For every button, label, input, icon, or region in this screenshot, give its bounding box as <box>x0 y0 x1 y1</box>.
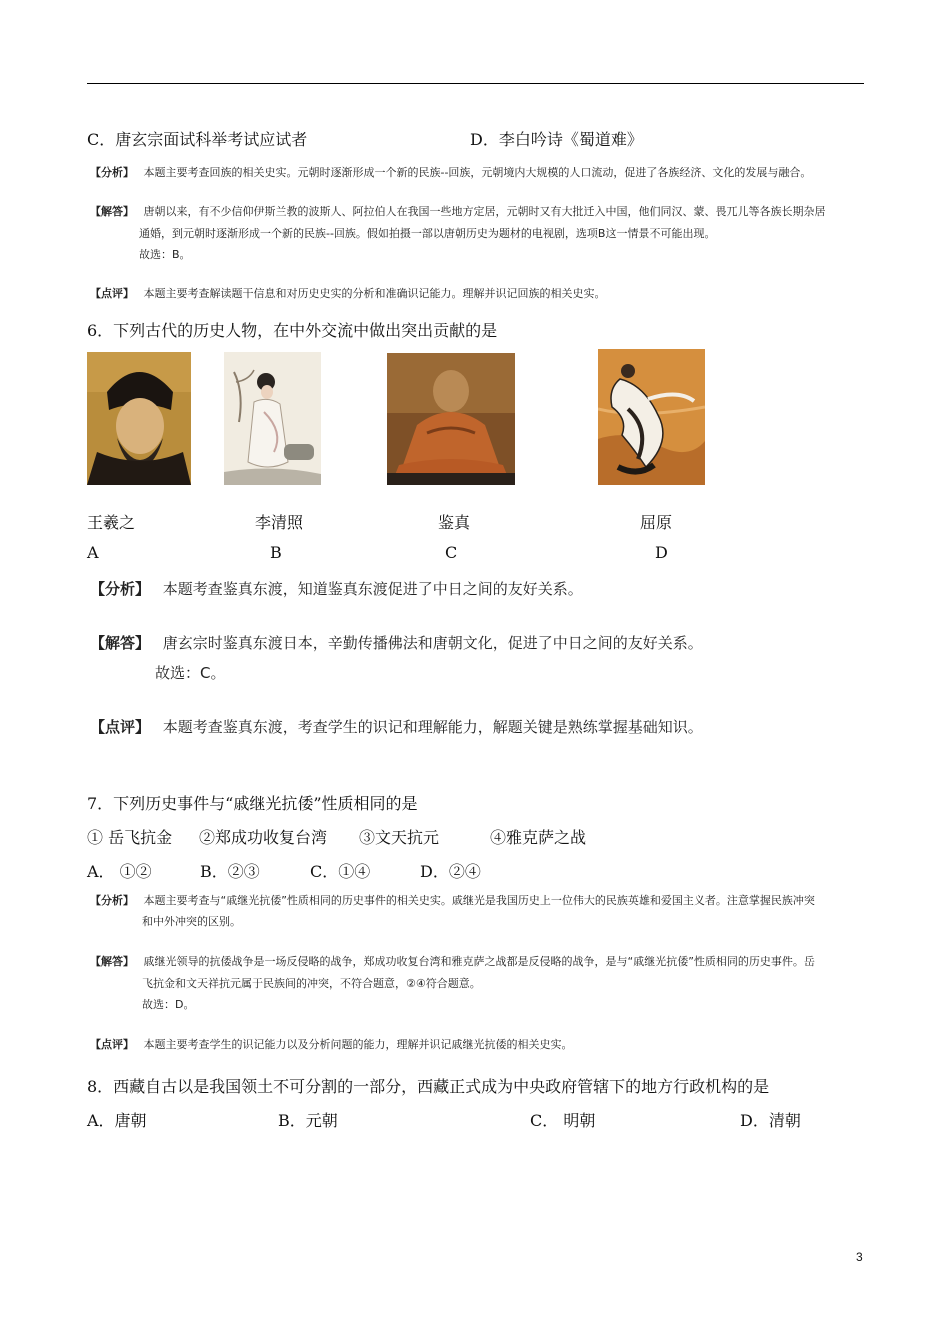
q6-name-a: 王羲之 <box>87 513 136 532</box>
q7-stem: 7．下列历史事件与“戚继光抗倭”性质相同的是 <box>87 794 418 813</box>
q6-letter-c: C <box>445 543 458 562</box>
q6-comment <box>90 716 703 737</box>
comment-text: 本题考查鉴真东渡，考查学生的识记和理解能力，解题关键是熟练掌握基础知识。 <box>162 718 703 736</box>
q6-name-b: 李清照 <box>255 513 304 532</box>
q7-answer <box>90 953 815 969</box>
q7-item-1: ① 岳飞抗金 <box>87 828 173 847</box>
answer-tag: 【解答】 <box>90 205 134 218</box>
comment-text: 本题主要考查学生的识记能力以及分析问题的能力，理解并识记戚继光抗倭的相关史实。 <box>143 1038 573 1051</box>
painting-qu-yuan-image <box>598 349 705 485</box>
statue-jianzhen-image <box>387 353 515 485</box>
answer-text-line1: 戚继光领导的抗倭战争是一场反侵略的战争，郑成功收复台湾和雅克萨之战都是反侵略的战争，是与“戚继光抗倭”性质相同的历史事件。岳 <box>143 955 815 968</box>
analysis-text-line1: 本题主要考查与“戚继光抗倭”性质相同的历史事件的相关史实。戚继光是我国历史上一位伟大的民族英雄和爱国主义者。注意掌握民族冲突 <box>143 894 815 907</box>
q8-option-c: C． 明朝 <box>530 1111 596 1130</box>
q7-comment <box>90 1036 573 1052</box>
analysis-text: 本题主要考查回族的相关史实。元朝时逐渐形成一个新的民族--回族，元朝境内大规模的人口流动，促进了各族经济、文化的发展与融合。 <box>143 166 812 179</box>
answer-text-line1: 唐朝以来，有不少信仰伊斯兰教的波斯人、阿拉伯人在我国一些地方定居，元朝时又有大批迁入中国，他们同汉、蒙、畏兀儿等各族长期杂居 <box>143 205 826 218</box>
q7-option-b: B．②③ <box>200 862 260 881</box>
page-number: 3 <box>856 1250 863 1264</box>
q8-stem: 8．西藏自古以是我国领土不可分割的一部分，西藏正式成为中央政府管辖下的地方行政机构的是 <box>87 1077 770 1096</box>
q8-option-d: D．清朝 <box>740 1111 801 1130</box>
answer-text-line2: 飞抗金和文天祥抗元属于民族间的冲突，不符合题意，②④符合题意。 <box>142 977 481 990</box>
q7-item-3: ③文天抗元 <box>359 828 440 847</box>
answer-text-line1: 唐玄宗时鉴真东渡日本，辛勤传播佛法和唐朝文化，促进了中日之间的友好关系。 <box>162 634 703 652</box>
q8-option-b: B．元朝 <box>278 1111 338 1130</box>
analysis-tag: 【分析】 <box>90 166 134 179</box>
q6-letter-b: B <box>270 543 282 562</box>
q7-option-c: C．①④ <box>310 862 371 881</box>
comment-tag: 【点评】 <box>90 287 134 300</box>
q6-name-c: 鉴真 <box>438 513 471 532</box>
q5-answer <box>90 203 826 219</box>
q7-analysis <box>90 892 815 908</box>
analysis-text-line2: 和中外冲突的区别。 <box>142 915 241 928</box>
q6-answer <box>90 632 703 653</box>
portrait-wang-xizhi-image <box>87 352 191 485</box>
comment-tag: 【点评】 <box>90 1038 134 1051</box>
answer-tag: 【解答】 <box>90 955 134 968</box>
analysis-text: 本题考查鉴真东渡，知道鉴真东渡促进了中日之间的友好关系。 <box>162 580 583 598</box>
q7-item-2: ②郑成功收复台湾 <box>199 828 328 847</box>
header-rule <box>87 83 864 84</box>
q6-letter-a: A <box>87 543 99 562</box>
answer-text-line2: 通婚，到元朝时逐渐形成一个新的民族--回族。假如拍摄一部以唐朝历史为题材的电视剧，选项B这一情景不可能出现。 <box>139 227 716 240</box>
answer-choice: 故选：D。 <box>142 998 195 1011</box>
q6-letter-d: D <box>655 543 668 562</box>
portrait-li-qingzhao-image <box>224 352 321 485</box>
q6-analysis <box>90 578 583 599</box>
q5-option-c: C．唐玄宗面试科举考试应试者 <box>87 130 308 149</box>
analysis-tag: 【分析】 <box>90 894 134 907</box>
q7-item-4: ④雅克萨之战 <box>490 828 587 847</box>
q5-comment <box>90 285 606 301</box>
q7-option-a: A． ①② <box>87 862 152 881</box>
q5-analysis <box>90 164 811 180</box>
comment-tag: 【点评】 <box>90 718 151 736</box>
answer-choice: 故选：C。 <box>155 664 226 682</box>
answer-choice: 故选：B。 <box>139 248 191 261</box>
q7-option-d: D．②④ <box>420 862 481 881</box>
answer-tag: 【解答】 <box>90 634 151 652</box>
q6-name-d: 屈原 <box>640 513 673 532</box>
analysis-tag: 【分析】 <box>90 580 151 598</box>
q5-option-d: D．李白吟诗《蜀道难》 <box>470 130 643 149</box>
q6-stem: 6．下列古代的历史人物，在中外交流中做出突出贡献的是 <box>87 321 498 340</box>
comment-text: 本题主要考查解读题干信息和对历史史实的分析和准确识记能力。理解并识记回族的相关史实。 <box>143 287 606 300</box>
q8-option-a: A．唐朝 <box>87 1111 147 1130</box>
